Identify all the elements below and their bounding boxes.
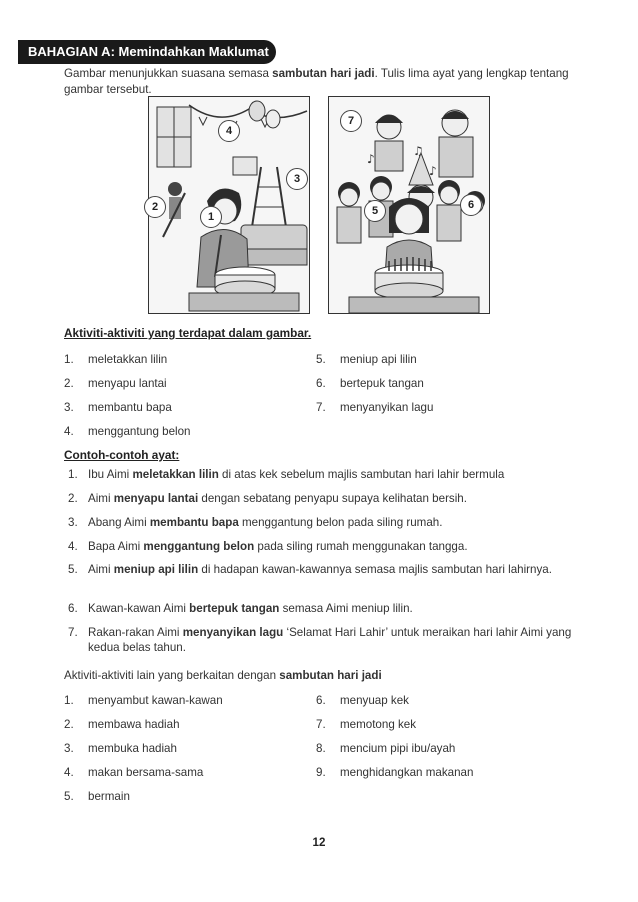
svg-text:♫: ♫ [413,144,424,158]
list-item: 5. meniup api lilin [316,353,417,366]
example-item: 6. Kawan-kawan Aimi bertepuk tangan semasa Aimi meniup lilin. [68,602,413,615]
figure-badge-6: 6 [460,194,482,216]
list-item: 4. makan bersama-sama [64,766,204,779]
intro-after: . Tulis lima ayat yang lengkap tentang gambar tersebut. [64,67,569,96]
list-item: 1. meletakkan lilin [64,353,168,366]
list-item: 1. menyambut kawan-kawan [64,694,223,707]
other-activities-heading: Aktiviti-aktiviti lain yang berkaitan dengan sambutan hari jadi [64,669,382,682]
list-item: 7. menyanyikan lagu [316,401,434,414]
example-item: 7. Rakan-rakan Aimi menyanyikan lagu ‘Selamat Hari Lahir’ untuk meraikan hari lahir Aimi yang kedua belas tahun. [68,626,572,654]
figure-badge-3: 3 [286,168,308,190]
figure-badge-4: 4 [218,120,240,142]
example-item: 2. Aimi menyapu lantai dengan sebatang penyapu supaya kelihatan bersih. [68,492,467,505]
list-item: 3. membuka hadiah [64,742,177,755]
figure-badge-5: 5 [364,200,386,222]
intro-before: Gambar menunjukkan suasana semasa [64,67,273,80]
list-item: 2. membawa hadiah [64,718,180,731]
svg-text:♪: ♪ [429,164,437,178]
activities-heading: Aktiviti-aktiviti yang terdapat dalam gambar. [64,326,312,340]
figure-badge-1: 1 [200,206,222,228]
list-item: 7. memotong kek [316,718,417,731]
list-item: 9. menghidangkan makanan [316,766,474,779]
example-item: 3. Abang Aimi membantu bapa menggantung belon pada siling rumah. [68,516,443,529]
list-item: 2. menyapu lantai [64,377,167,390]
list-item: 6. menyuap kek [316,694,409,707]
page-number: 12 [312,836,326,849]
section-banner: BAHAGIAN A: Memindahkan Maklumat [18,40,276,64]
examples-heading: Contoh-contoh ayat: [64,448,180,462]
figure-badge-2: 2 [144,196,166,218]
svg-text:♪: ♪ [367,152,375,166]
figure-badge-7: 7 [340,110,362,132]
list-item: 6. bertepuk tangan [316,377,424,390]
list-item: 3. membantu bapa [64,401,172,414]
example-item: 5. Aimi meniup api lilin di hadapan kawan-kawannya semasa majlis sambutan hari lahirnya. [68,563,552,576]
example-item: 1. Ibu Aimi meletakkan lilin di atas kek sebelum majlis sambutan hari lahir bermula [68,468,505,481]
list-item: 5. bermain [64,790,130,803]
example-item: 4. Bapa Aimi menggantung belon pada siling rumah menggunakan tangga. [68,540,468,553]
intro-text [64,66,584,98]
intro-bold: sambutan hari jadi [272,67,375,80]
list-item: 4. menggantung belon [64,425,191,438]
list-item: 8. mencium pipi ibu/ayah [316,742,456,755]
